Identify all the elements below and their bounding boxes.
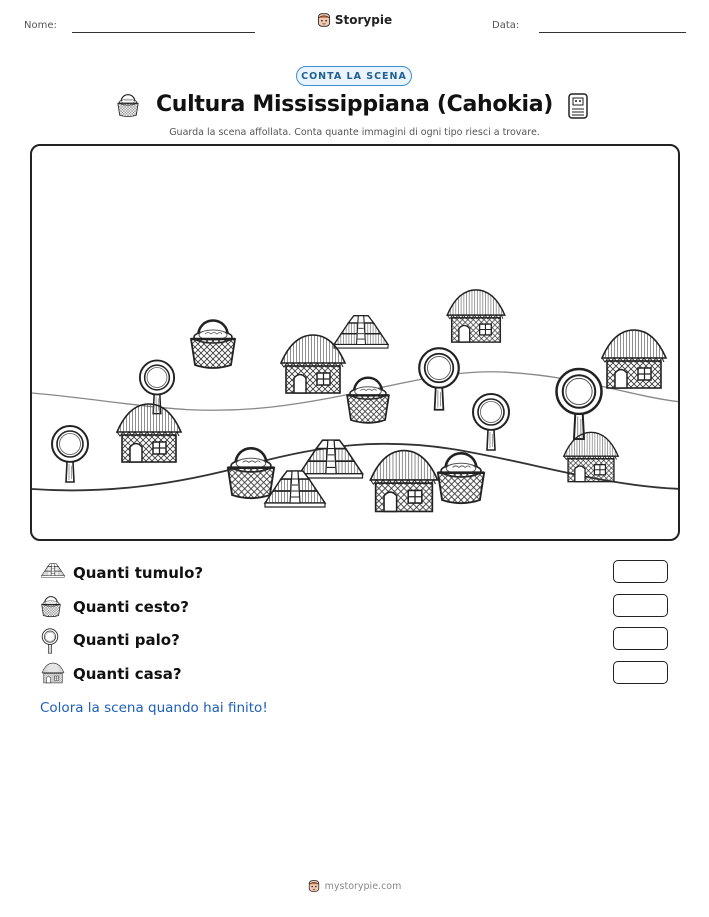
scene-pole-icon bbox=[419, 348, 459, 410]
brand bbox=[0, 13, 709, 27]
page-subtitle: Guarda la scena affollata. Conta quante immagini di ogni tipo riesci a trovare. bbox=[169, 127, 540, 138]
totem-icon bbox=[566, 92, 590, 120]
scene-mound-icon bbox=[334, 316, 388, 348]
answer-box[interactable] bbox=[613, 661, 668, 684]
scene-pole-icon bbox=[52, 426, 88, 482]
scene-basket-icon bbox=[228, 448, 274, 498]
counting-scene bbox=[30, 144, 680, 541]
scene-house-icon bbox=[447, 290, 505, 342]
storypie-logo-icon bbox=[317, 13, 331, 27]
name-line[interactable] bbox=[72, 32, 255, 33]
brand-name: Storypie bbox=[334, 13, 393, 27]
footer-url[interactable]: mystorypie.com bbox=[324, 880, 402, 892]
question-text: Quanti casa? bbox=[73, 664, 182, 683]
scene-basket-icon bbox=[191, 321, 235, 369]
answer-box[interactable] bbox=[613, 560, 668, 583]
scene-house-icon bbox=[564, 432, 618, 481]
scene-drawing bbox=[32, 146, 680, 541]
date-line[interactable] bbox=[539, 32, 686, 33]
scene-pole-icon bbox=[557, 369, 602, 439]
pole-icon bbox=[40, 628, 60, 654]
question-text: Quanti palo? bbox=[73, 631, 180, 649]
question-row bbox=[40, 628, 670, 652]
instruction-text: Colora la scena quando hai finito! bbox=[40, 700, 268, 716]
scene-house-icon bbox=[602, 330, 666, 388]
question-row bbox=[40, 561, 670, 585]
scene-basket-icon bbox=[438, 453, 484, 503]
scene-house-icon bbox=[370, 451, 437, 512]
mound-icon bbox=[40, 561, 66, 579]
scene-basket-icon bbox=[347, 378, 389, 423]
answer-box[interactable] bbox=[613, 594, 668, 617]
question-row bbox=[40, 595, 670, 619]
question-text: Quanti cesto? bbox=[73, 597, 189, 616]
question-text: Quanti tumulo? bbox=[73, 564, 204, 582]
answer-box[interactable] bbox=[613, 627, 668, 650]
footer bbox=[0, 880, 709, 892]
basket-icon bbox=[40, 595, 62, 619]
date-label: Data: bbox=[492, 20, 520, 31]
question-row bbox=[40, 662, 670, 686]
page-title: Cultura Mississippiana (Cahokia) bbox=[155, 92, 554, 117]
section-badge: CONTA LA SCENA bbox=[296, 66, 412, 86]
name-label: Nome: bbox=[24, 20, 57, 31]
scene-items bbox=[52, 290, 666, 512]
scene-house-icon bbox=[117, 404, 181, 462]
house-icon bbox=[40, 662, 66, 684]
storypie-logo-icon bbox=[308, 880, 320, 892]
scene-pole-icon bbox=[473, 394, 509, 450]
